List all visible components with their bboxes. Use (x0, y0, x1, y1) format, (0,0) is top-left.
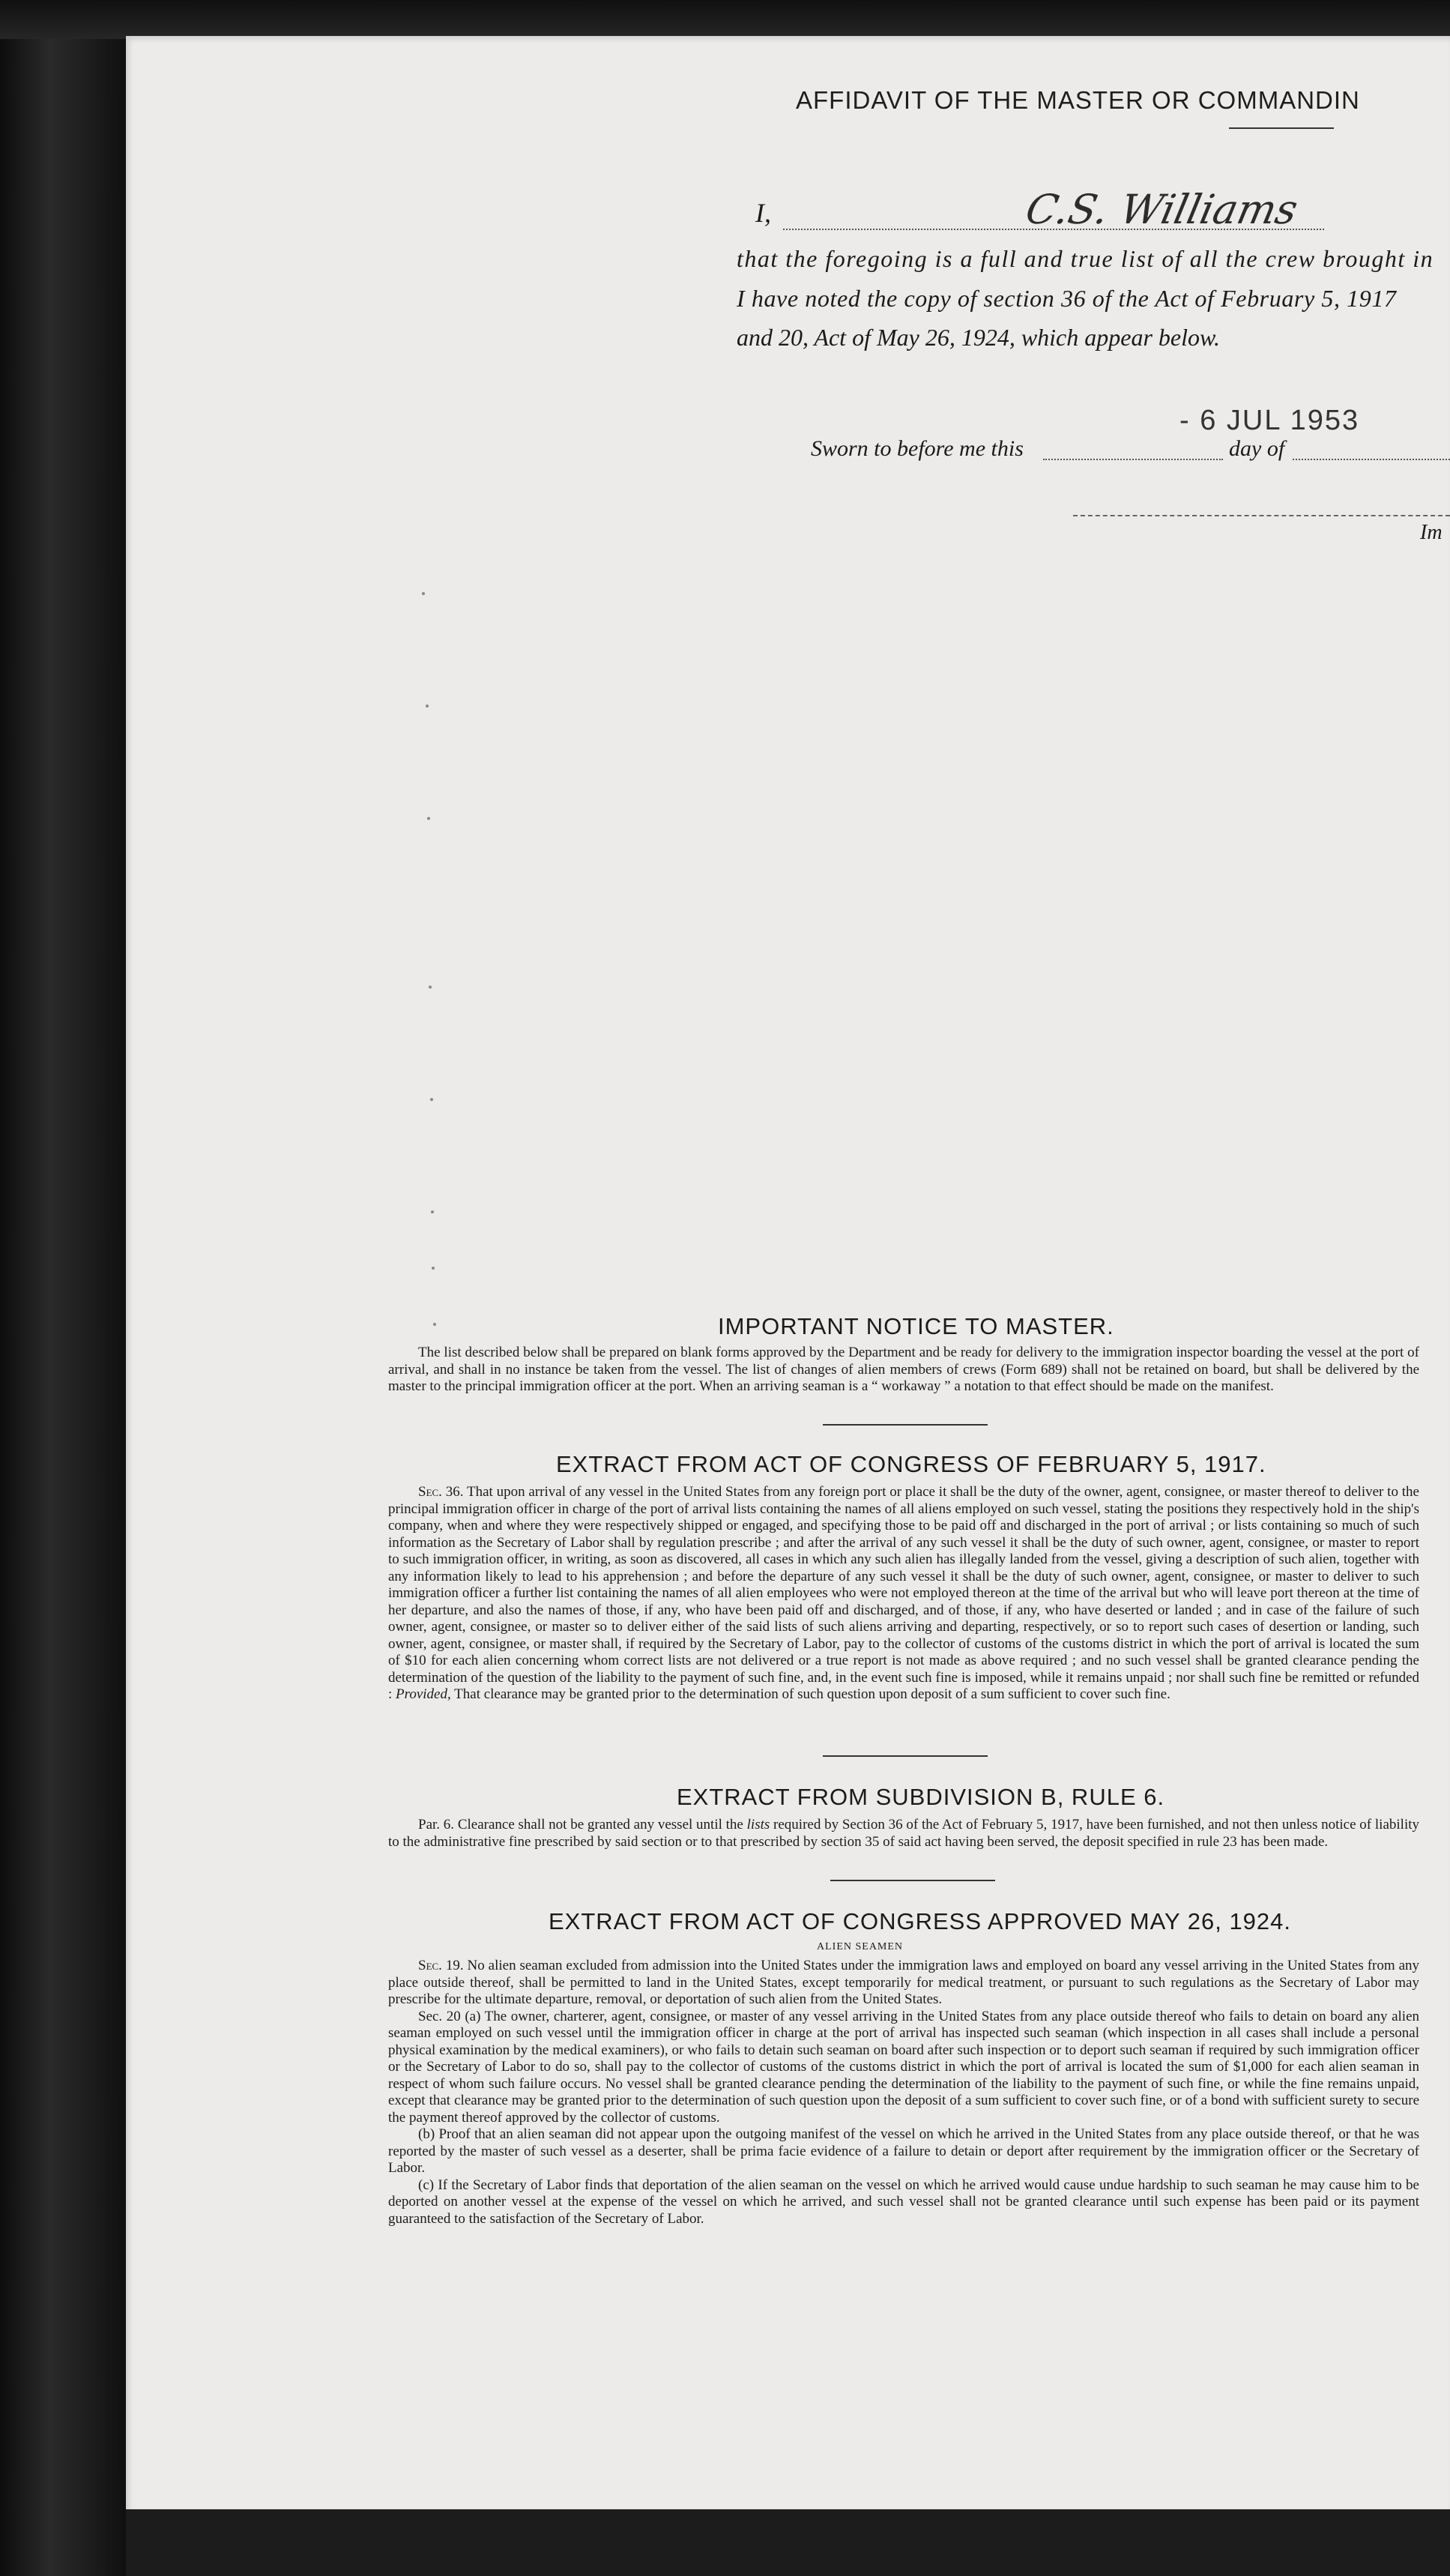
master-signature: C.S. Williams (1021, 186, 1302, 233)
extract-1917-heading: EXTRACT FROM ACT OF CONGRESS OF FEBRUARY 5, 1917. (556, 1451, 1266, 1477)
bleed-mark (422, 592, 425, 595)
bleed-mark (426, 705, 429, 708)
section-label: Sec. 20 (418, 2008, 461, 2024)
notice-paragraph: The list described below shall be prepared on blank forms approved by the Department and be ready for delivery to the immigration inspector boarding the vessel at the port of arrival, and shall in no instance be taken from the vessel. The list of changes of alien members of crews (Form 689) shall not be retained on board, but shall be delivered by the master to the principal immigration officer at the port. When an arriving seaman is a “ workaway ” a notation to that effect should be made on the manifest. (388, 1345, 1419, 1394)
title-underline (1229, 127, 1334, 129)
affidavit-text-line: that the foregoing is a full and true list of all the crew brought in (737, 245, 1434, 272)
section-20c-paragraph: (c) If the Secretary of Labor finds that deportation of the alien seaman on the vessel on which he arrived would cause undue hardship to such seaman he may cause him to be deported on another vessel at the expense of the vessel on which he arrived, and such vessel shall not be granted clearance until such expense has been paid or its payment guaranteed to the satisfaction of the Secretary of Labor. (388, 2177, 1419, 2227)
date-stamp: - 6 JUL 1953 (1179, 405, 1360, 436)
extract-rule6-heading: EXTRACT FROM SUBDIVISION B, RULE 6. (677, 1784, 1165, 1810)
affidavit-text-line: I have noted the copy of section 36 of the Act of February 5, 1917 (737, 285, 1397, 312)
sworn-day-line (1043, 459, 1223, 460)
bleed-mark (427, 817, 430, 820)
notice-body (388, 1345, 1419, 1396)
extract-1917-body (388, 1484, 1419, 1704)
section-divider (823, 1755, 988, 1757)
scan-border-top (0, 0, 1450, 39)
section-text: No alien seaman excluded from admission into the United States under the immigration laws and employed on board any vessel arriving in the United States from any place outside thereof, shall be permitted to land in the United States, except temporarily for medical treatment, or pursuant to such regulations as the Secretary of Labor may prescribe for the ultimate departure, removal, or deportation of such alien from the United States. (388, 1958, 1420, 2007)
bleed-mark (430, 1098, 433, 1101)
lists-word: lists (746, 1817, 770, 1833)
affiant-label: I, (755, 198, 771, 228)
extract-1924-heading: EXTRACT FROM ACT OF CONGRESS APPROVED MAY 26, 1924. (549, 1908, 1292, 1934)
official-signature-line (1073, 515, 1450, 516)
notice-heading: IMPORTANT NOTICE TO MASTER. (718, 1313, 1114, 1339)
affidavit-title: AFFIDAVIT OF THE MASTER OR COMMANDIN (796, 86, 1360, 114)
sworn-label: Sworn to before me this (811, 436, 1024, 461)
section-text: (a) The owner, charterer, agent, consignee, or master of any vessel arriving in the United States from any place outside thereof who fails to detain on board any alien seaman employed on such vessel until the immigration officer in charge at the port of arrival has inspected such seaman (which inspection in all cases shall include a personal physical examination by the medical examiners), or who fails to detain such seaman on board after such inspection or to deport such seaman if required by such immigration officer or the Secretary of Labor to do so, shall pay to the collector of customs of the customs district in which the port of arrival is located the sum of $1,000 for each alien seaman in respect of whom such failure occurs. No vessel shall be granted clearance pending the determination of the liability to the payment of such fine, or while the fine remains unpaid, except that clearance may be granted prior to the determination of such question upon the deposit of a sum sufficient to cover such fine, or of a bond with sufficient surety to secure the payment thereof approved by the collector of customs. (388, 2008, 1420, 2126)
section-divider (823, 1424, 988, 1426)
section-19-paragraph (388, 1958, 1419, 2009)
proviso-word: Provided, (396, 1686, 451, 1702)
affidavit-text-line: and 20, Act of May 26, 1924, which appear below. (737, 324, 1220, 351)
bleed-mark (431, 1210, 434, 1213)
signature-line (783, 229, 1324, 230)
par-text-b: required by Section 36 of the Act of February 5, 1917, have been furnished, and not then unless notice of liability to the administrative fine prescribed by said section or to that prescribed by section 35 of said act having been served, the deposit specified in rule 23 has been made. (388, 1817, 1419, 1850)
extract-rule6-body (388, 1817, 1419, 1850)
alien-seamen-subheading: ALIEN SEAMEN (817, 1941, 904, 1952)
day-of-label: day of (1229, 436, 1285, 461)
section-36-paragraph (388, 1484, 1419, 1704)
bleed-mark (432, 1267, 435, 1270)
bleed-mark (433, 1323, 436, 1326)
section-20b-paragraph: (b) Proof that an alien seaman did not appear upon the outgoing manifest of the vessel on which he arrived in the United States from any place outside thereof, or that he was reported by the master of such vessel as a deserter, shall be prima facie evidence of a failure to detain or deport after requirement by the immigration officer or the Secretary of Labor. (388, 2126, 1419, 2176)
month-line (1293, 459, 1450, 460)
section-divider (830, 1880, 995, 1881)
section-label: Sec. 19. (418, 1958, 464, 1973)
section-label: Sec. 36. (418, 1484, 464, 1500)
par-6-paragraph (388, 1817, 1419, 1850)
official-title-fragment: Im (1420, 521, 1443, 544)
bleed-mark (429, 986, 432, 989)
scan-border-left (0, 0, 126, 2576)
section-text: That upon arrival of any vessel in the United States from any foreign port or place it shall be the duty of the owner, agent, consignee, or master thereof to deliver to the principal immigration officer in charge of the port of arrival lists containing the names of all aliens employed on such vessel, stating the positions they respectively hold in the ship's company, when and where they were respectively shipped or engaged, and specifying those to be paid off and discharged in the port of arrival ; or lists containing so much of such information as the Secretary of Labor shall by regulation prescribe ; and after the arrival of any such vessel it shall be the duty of such owner, agent, consignee, or master to report to such immigration officer, in writing, as soon as discovered, all cases in which any such alien has illegally landed from the vessel, giving a description of such alien, together with any information likely to lead to his apprehension ; and before the departure of any such vessel it shall be the duty of such owner, agent, consignee, or master to deliver to such immigration officer a further list containing the names of all alien employees who were not employed thereon at the time of the arrival but who will leave port thereon at the time of her departure, and also the names of those, if any, who have been paid off and discharged, and of those, if any, who have deserted or landed ; and in case of the failure of such owner, agent, consignee, or master so to deliver either of the said lists of such aliens arriving and departing, respectively, or so to report such cases of desertion or landing, such owner, agent, consignee, or master shall, if required by the Secretary of Labor, pay to the collector of customs of the customs district in which the port of arrival is located the sum of $10 for each alien concerning whom correct lists are not delivered or a true report is not made as above required ; and no such vessel shall be granted clearance pending the determination of the question of the liability to the payment of such fine, and, in the event such fine is imposed, while it remains unpaid ; nor shall such fine be remitted or refunded : (388, 1484, 1419, 1702)
par-text-a: Clearance shall not be granted any vessel until the (457, 1817, 743, 1833)
section-20a-paragraph (388, 2009, 1419, 2127)
proviso-text: That clearance may be granted prior to the determination of such question upon deposit of a sum sufficient to cover such fine. (454, 1686, 1170, 1702)
extract-1924-body (388, 1958, 1419, 2227)
par-label: Par. 6. (418, 1817, 455, 1833)
